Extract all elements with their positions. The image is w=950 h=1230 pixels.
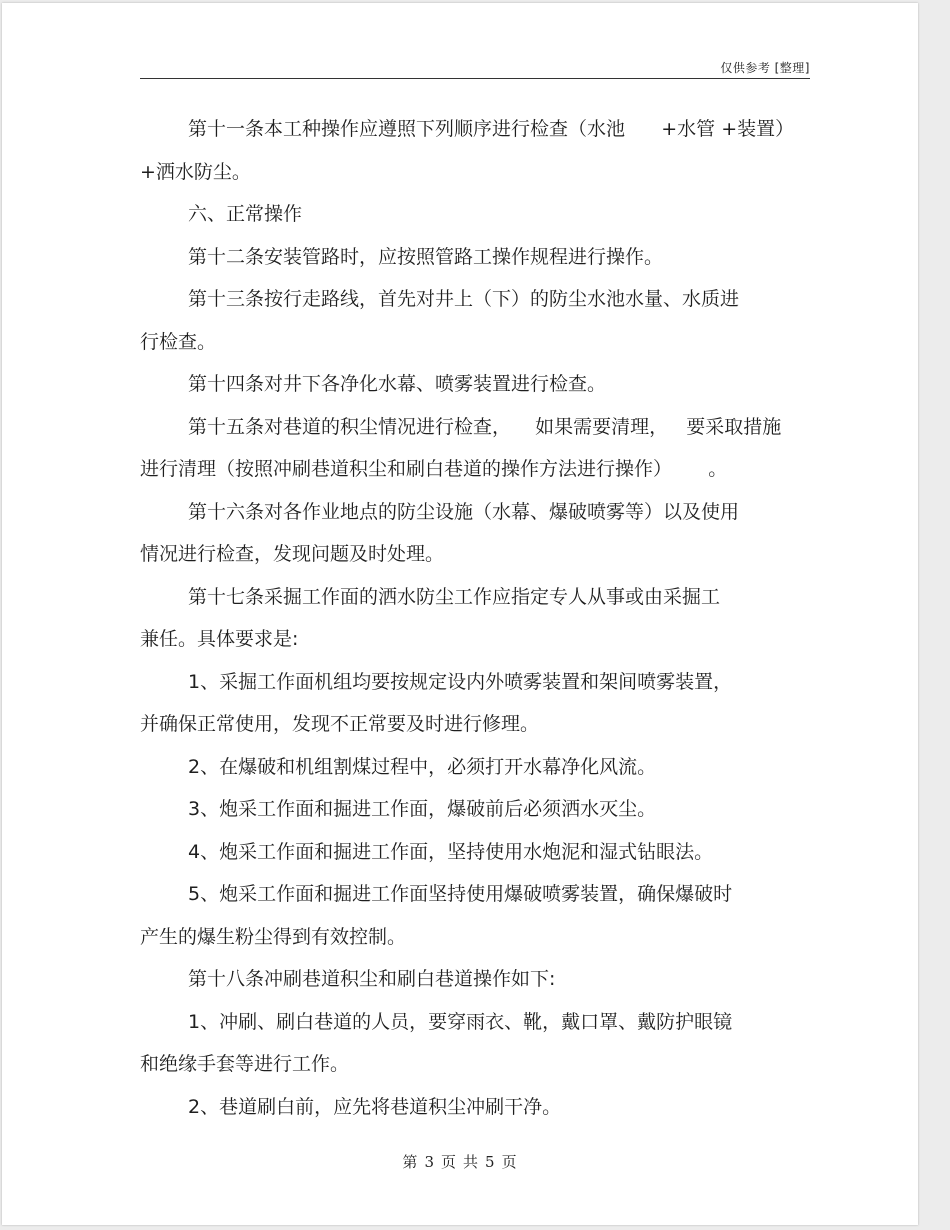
text-line: +洒水防尘。 xyxy=(140,160,251,183)
document-page xyxy=(2,3,918,1225)
text-line: 3、炮采工作面和掘进工作面，爆破前后必须洒水灭尘。 xyxy=(188,798,657,820)
document-body xyxy=(140,108,810,1128)
text-line: 2、在爆破和机组割煤过程中，必须打开水幕净化风流。 xyxy=(188,755,657,778)
text-line: 第十一条本工种操作应遵照下列顺序进行检查（水池 +水管 +装置） xyxy=(188,118,795,140)
text-line: 六、正常操作 xyxy=(188,203,303,225)
text-line: 产生的爆生粉尘得到有效控制。 xyxy=(140,925,407,948)
page-footer xyxy=(2,1151,918,1172)
footer-prefix: 第 xyxy=(402,1153,419,1171)
footer-page-word: 页 xyxy=(440,1153,457,1171)
text-line: 第十七条采掘工作面的洒水防尘工作应指定专人从事或由采掘工 xyxy=(188,585,721,608)
text-line: 第十三条按行走路线，首先对井上（下）的防尘水池水量、水质进 xyxy=(188,288,740,310)
text-line: 行检查。 xyxy=(140,330,217,353)
text-line: 进行清理（按照冲刷巷道积尘和刷白巷道的操作方法进行操作） 。 xyxy=(140,458,728,480)
text-line: 4、炮采工作面和掘进工作面，坚持使用水炮泥和湿式钻眼法。 xyxy=(188,840,714,863)
page-number: 3 xyxy=(424,1153,435,1171)
text-line: 第十二条安装管路时，应按照管路工操作规程进行操作。 xyxy=(188,245,664,268)
text-line: 1、冲刷、刷白巷道的人员，要穿雨衣、靴，戴口罩、戴防护眼镜 xyxy=(188,1010,733,1033)
text-line: 第十八条冲刷巷道积尘和刷白巷道操作如下: xyxy=(188,968,556,990)
text-line: 并确保正常使用，发现不正常要及时进行修理。 xyxy=(140,713,540,735)
text-line: 兼任。具体要求是: xyxy=(140,628,299,650)
text-line: 5、炮采工作面和掘进工作面坚持使用爆破喷雾装置，确保爆破时 xyxy=(188,883,733,905)
footer-total-word: 页 xyxy=(501,1153,518,1171)
text-line: 情况进行检查，发现问题及时处理。 xyxy=(140,543,445,565)
text-line: 1、采掘工作面机组均要按规定设内外喷雾装置和架间喷雾装置， xyxy=(188,670,733,693)
header-divider xyxy=(140,78,810,79)
header-tag: 仅供参考 [整理] xyxy=(720,61,810,75)
text-line: 第十五条对巷道的积尘情况进行检查， 如果需要清理， 要采取措施 xyxy=(188,415,782,438)
total-pages: 5 xyxy=(485,1153,496,1171)
text-line: 第十四条对井下各净化水幕、喷雾装置进行检查。 xyxy=(188,373,607,395)
text-line: 第十六条对各作业地点的防尘设施（水幕、爆破喷雾等）以及使用 xyxy=(188,500,740,523)
footer-total-prefix: 共 xyxy=(463,1153,480,1171)
text-line: 和绝缘手套等进行工作。 xyxy=(140,1053,350,1075)
text-line: 2、巷道刷白前，应先将巷道积尘冲刷干净。 xyxy=(188,1095,562,1118)
